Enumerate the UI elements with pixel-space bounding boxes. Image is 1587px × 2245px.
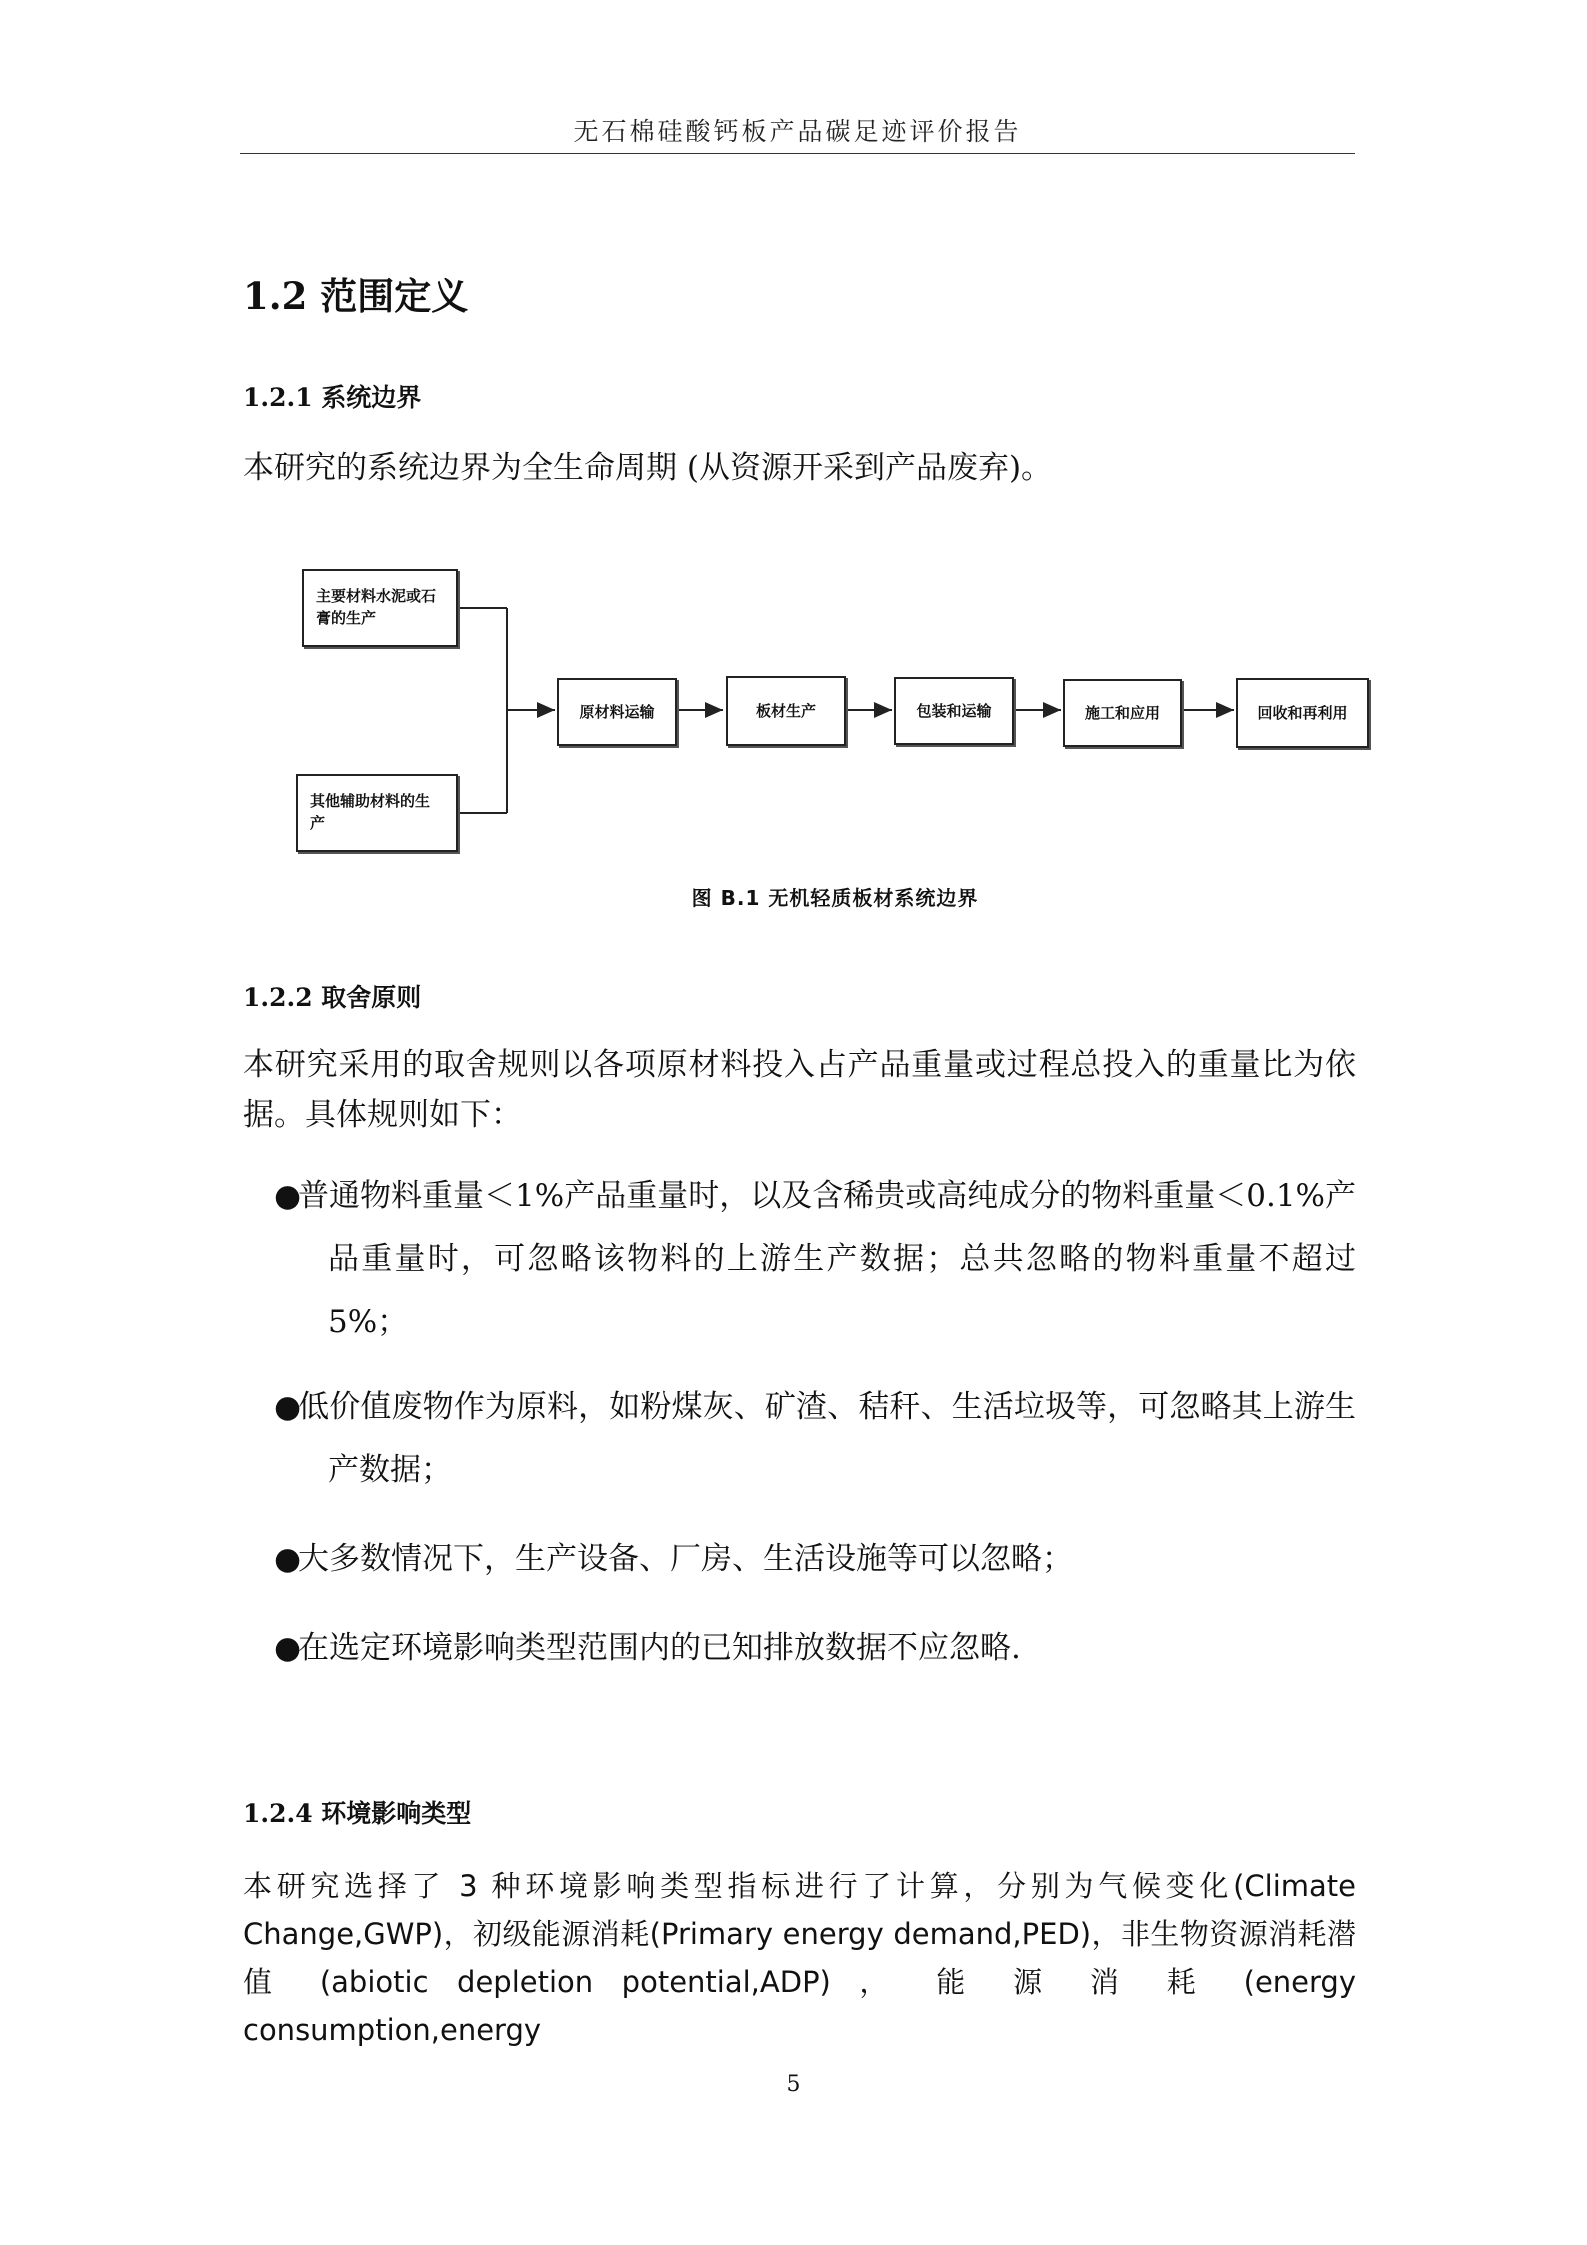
box-construction: 施工和应用 (1063, 679, 1182, 747)
subsection-title-system-boundary: 1.2.1 系统边界 (243, 383, 422, 412)
section-title: 1.2 范围定义 (243, 274, 469, 318)
bullet-text: 大多数情况下，生产设备、厂房、生活设施等可以忽略； (298, 1541, 1073, 1577)
system-boundary-paragraph: 本研究的系统边界为全生命周期 (从资源开采到产品废弃)。 (243, 450, 1053, 486)
header-divider (240, 153, 1355, 154)
page-number: 5 (786, 2072, 801, 2097)
cutoff-bullet-3 (274, 1528, 1356, 1591)
subsection-title-impact-categories: 1.2.4 环境影响类型 (243, 1799, 472, 1828)
bullet-text: 普通物料重量＜1%产品重量时，以及含稀贵或高纯成分的物料重量＜0.1%产品重量时，可忽略该物料的上游生产数据；总共忽略的物料重量不超过5%； (298, 1178, 1356, 1340)
cutoff-bullet-1 (274, 1165, 1356, 1354)
system-boundary-diagram (290, 560, 1380, 930)
subsection-title-cutoff: 1.2.2 取舍原则 (243, 983, 422, 1012)
cutoff-bullet-4 (274, 1617, 1356, 1680)
bullet-icon: ● (274, 1389, 302, 1425)
box-aux-material: 其他辅助材料的生产 (296, 774, 458, 852)
bullet-icon: ● (274, 1541, 302, 1577)
box-recycling: 回收和再利用 (1236, 678, 1369, 748)
impact-categories-paragraph: 本研究选择了 3 种环境影响类型指标进行了计算，分别为气候变化(Climate Change,GWP)，初级能源消耗(Primary energy demand,PED)，非生物资源消耗潜值 (abiotic depletion potential,ADP) ， 能 源 消 耗 (energy consumption,energy (243, 1869, 1356, 2047)
box-board-production: 板材生产 (726, 676, 846, 746)
figure-caption: 图 B.1 无机轻质板材系统边界 (691, 886, 979, 910)
box-raw-transport: 原材料运输 (557, 678, 677, 746)
bullet-icon: ● (274, 1178, 302, 1214)
box-main-material: 主要材料水泥或石膏的生产 (302, 569, 458, 647)
running-header: 无石棉硅酸钙板产品碳足迹评价报告 (573, 117, 1022, 146)
bullet-icon: ● (274, 1630, 302, 1666)
bullet-text: 在选定环境影响类型范围内的已知排放数据不应忽略. (298, 1630, 1021, 1666)
cutoff-paragraph: 本研究采用的取舍规则以各项原材料投入占产品重量或过程总投入的重量比为依据。具体规则如下： (243, 1047, 1356, 1133)
cutoff-bullet-2 (274, 1376, 1356, 1502)
bullet-text: 低价值废物作为原料，如粉煤灰、矿渣、秸秆、生活垃圾等，可忽略其上游生产数据； (298, 1389, 1356, 1488)
box-packaging-transport: 包装和运输 (894, 677, 1014, 745)
